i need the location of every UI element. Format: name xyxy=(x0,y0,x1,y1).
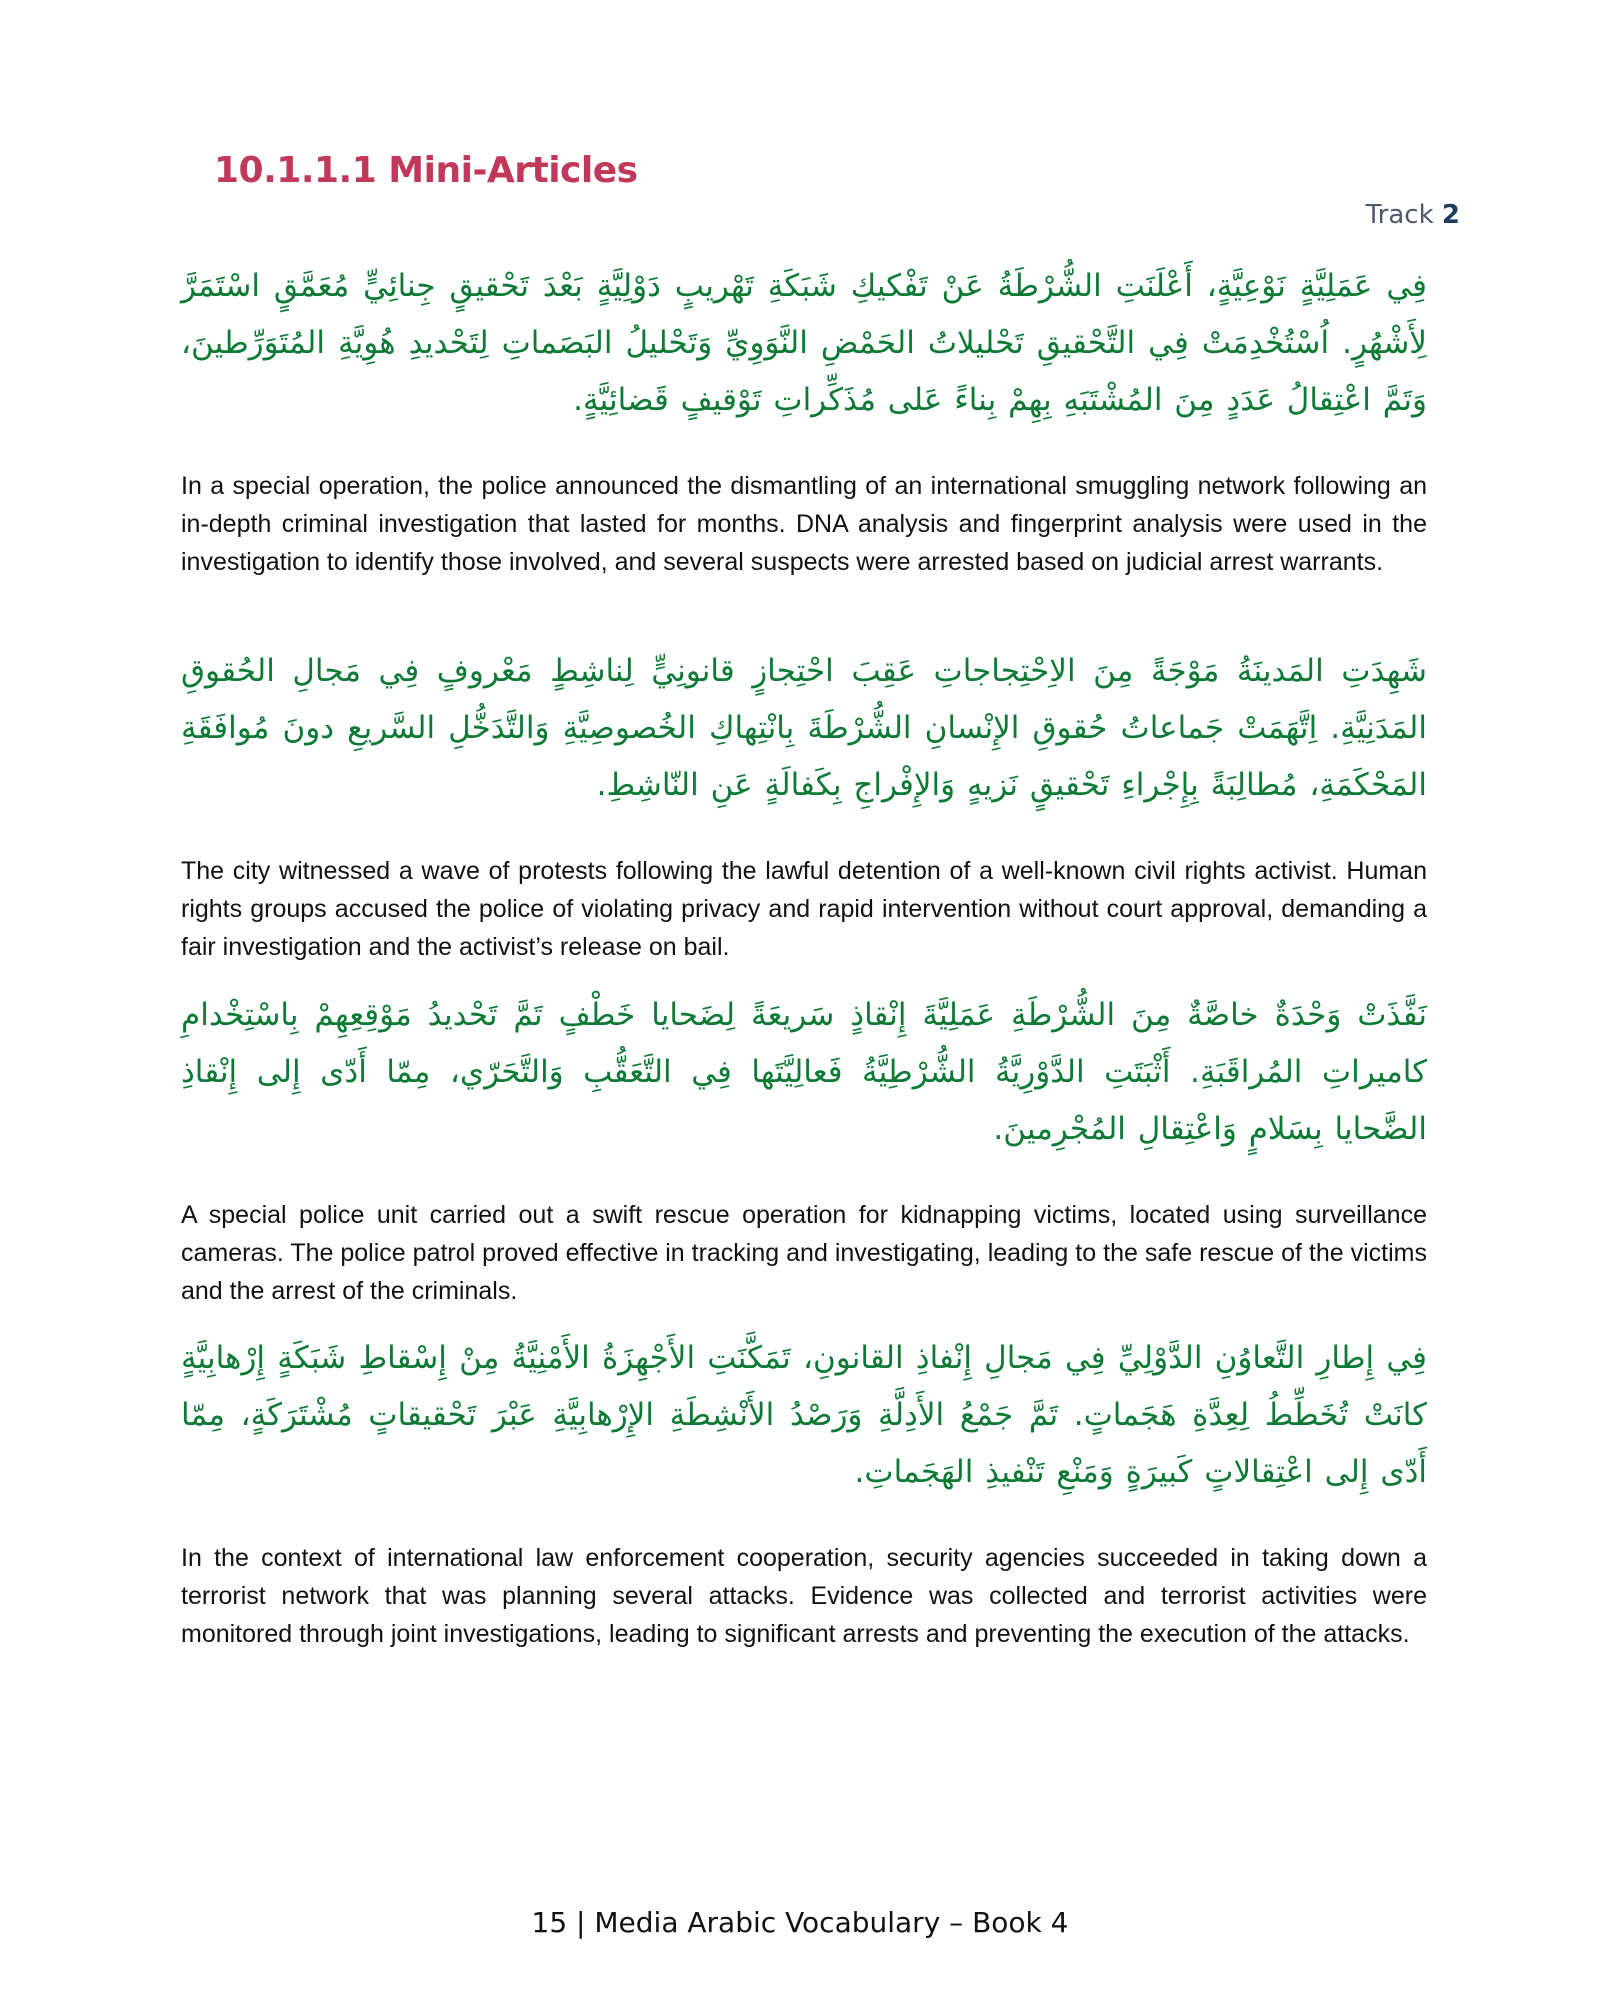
article-3-arabic: نَفَّذَتْ وَحْدَةٌ خاصَّةٌ مِنَ الشُّرْطَةِ عَمَلِيَّةَ إِنْقاذٍ سَريعَةً لِضَحايا خَطْفٍ تَمَّ تَحْديدُ مَوْقِعِهِمْ بِاسْتِخْدامِ كاميراتِ المُراقَبَةِ. أَثْبَتَتِ الدَّوْرِيَّةُ الشُّرْطِيَّةُ فَعالِيَّتَها فِي التَّعَقُّبِ وَالتَّحَرّي، مِمّا أَدّى إِلى إِنْقاذِ الضَّحايا بِسَلامٍ وَاعْتِقالِ المُجْرِمينَ. xyxy=(181,997,1427,1147)
track-label xyxy=(1366,200,1460,230)
article-4 xyxy=(181,1330,1427,1653)
article-3-english: A special police unit carried out a swift rescue operation for kidnapping victims, located using surveillance cameras. The police patrol proved effective in tracking and investigating, leading to the safe rescue of the victims and the arrest of the criminals. xyxy=(181,1201,1427,1305)
article-4-english: In the context of international law enforcement cooperation, security agencies succeeded in taking down a terrorist network that was planning several attacks. Evidence was collected and terrorist activities were monitored through joint investigations, leading to significant arrests and preventing the execution of the attacks. xyxy=(181,1544,1427,1648)
article-1-english: In a special operation, the police announced the dismantling of an international smuggling network following an in-depth criminal investigation that lasted for months. DNA analysis and fingerprint analysis were used in the investigation to identify those involved, and several suspects were arrested based on judicial arrest warrants. xyxy=(181,472,1427,576)
article-4-arabic: فِي إِطارِ التَّعاوُنِ الدَّوْلِيِّ فِي مَجالِ إِنْفاذِ القانونِ، تَمَكَّنَتِ الأَجْهِزَةُ الأَمْنِيَّةُ مِنْ إِسْقاطِ شَبَكَةٍ إِرْهابِيَّةٍ كانَتْ تُخَطِّطُ لِعِدَّةِ هَجَماتٍ. تَمَّ جَمْعُ الأَدِلَّةِ وَرَصْدُ الأَنْشِطَةِ الإِرْهابِيَّةِ عَبْرَ تَحْقيقاتٍ مُشْتَرَكَةٍ، مِمّا أَدّى إِلى اعْتِقالاتٍ كَبيرَةٍ وَمَنْعِ تَنْفيذِ الهَجَماتِ. xyxy=(181,1340,1427,1490)
article-3 xyxy=(181,987,1427,1310)
article-1 xyxy=(181,258,1427,581)
track-label-text: Track xyxy=(1365,200,1434,230)
article-1-arabic: فِي عَمَلِيَّةٍ نَوْعِيَّةٍ، أَعْلَنَتِ الشُّرْطَةُ عَنْ تَفْكيكِ شَبَكَةِ تَهْريبٍ دَوْلِيَّةٍ بَعْدَ تَحْقيقٍ جِنائِيٍّ مُعَمَّقٍ اسْتَمَرَّ لِأَشْهُرٍ. اُسْتُخْدِمَتْ فِي التَّحْقيقِ تَحْليلاتُ الحَمْضِ النَّوَوِيِّ وَتَحْليلُ البَصَماتِ لِتَحْديدِ هُوِيَّةِ المُتَوَرِّطينَ، وَتَمَّ اعْتِقالُ عَدَدٍ مِنَ المُشْتَبَهِ بِهِمْ بِناءً عَلى مُذَكِّراتِ تَوْقيفٍ قَضائِيَّةٍ. xyxy=(181,268,1427,418)
track-number: 2 xyxy=(1441,200,1460,230)
article-2 xyxy=(181,643,1427,966)
article-2-english: The city witnessed a wave of protests following the lawful detention of a well-known civil rights activist. Human rights groups accused the police of violating privacy and rapid intervention without court approval, demanding a fair investigation and the activist’s release on bail. xyxy=(181,857,1427,961)
page-footer: 15 | Media Arabic Vocabulary – Book 4 xyxy=(531,1906,1069,1939)
section-heading: 10.1.1.1 Mini-Articles xyxy=(214,150,638,191)
article-2-arabic: شَهِدَتِ المَدينَةُ مَوْجَةً مِنَ الاِحْتِجاجاتِ عَقِبَ احْتِجازٍ قانونِيٍّ لِناشِطٍ مَعْروفٍ فِي مَجالِ الحُقوقِ المَدَنِيَّةِ. اِتَّهَمَتْ جَماعاتُ حُقوقِ الإِنْسانِ الشُّرْطَةَ بِانْتِهاكِ الخُصوصِيَّةِ وَالتَّدَخُّلِ السَّريعِ دونَ مُوافَقَةِ المَحْكَمَةِ، مُطالِبَةً بِإِجْراءِ تَحْقيقٍ نَزيهٍ وَالإِفْراجِ بِكَفالَةٍ عَنِ النّاشِطِ. xyxy=(181,653,1427,803)
